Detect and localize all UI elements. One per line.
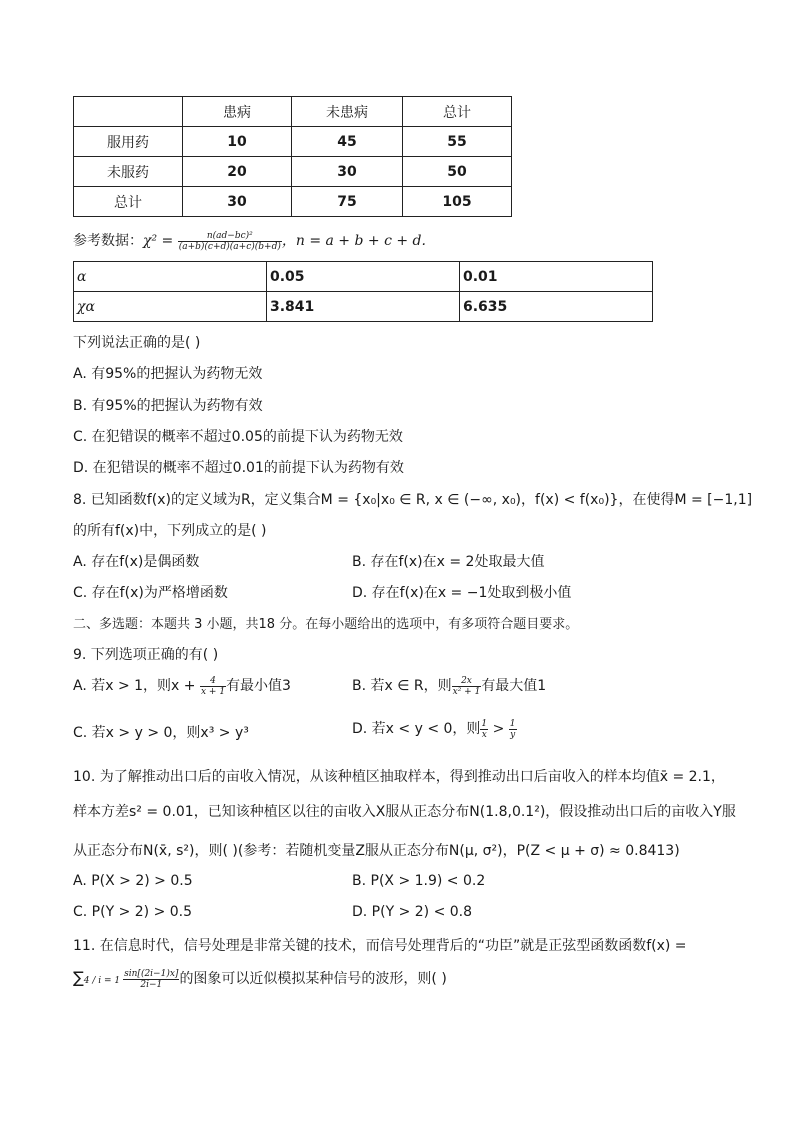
fraction bbox=[200, 676, 226, 697]
table-cell: 50 bbox=[403, 157, 512, 187]
question-10-line-1: 10. 为了解推动出口后的亩收入情况，从该种植区抽取样本，得到推动出口后亩收入的样本均值x̄ = 2.1， bbox=[73, 769, 725, 785]
table-header: 总计 bbox=[403, 97, 512, 127]
table-header: 患病 bbox=[183, 97, 292, 127]
option-text: D. 若x < y < 0，则 bbox=[352, 721, 481, 737]
question-8-line-1: 8. 已知函数f(x)的定义域为R，定义集合M = {x₀|x₀ ∈ R, x ∈ (−∞, x₀)，f(x) < f(x₀)}，在使得M = [−1,1] bbox=[73, 492, 753, 508]
table-row bbox=[74, 127, 512, 157]
question-10-line-2: 样本方差s² = 0.01，已知该种植区以往的亩收入X服从正态分布N(1.8,0.1²)，假设推动出口后的亩收入Y服 bbox=[73, 804, 736, 820]
fraction-denominator: x² + 1 bbox=[452, 686, 481, 697]
fraction-denominator: x bbox=[481, 729, 487, 740]
question-9-option-c: C. 若x > y > 0，则x³ > y³ bbox=[73, 725, 249, 741]
question-9-option-a bbox=[73, 675, 291, 697]
table-cell: 未服药 bbox=[74, 157, 183, 187]
table-cell: 105 bbox=[403, 187, 512, 217]
fraction-denominator: (a+b)(c+d)(a+c)(b+d) bbox=[178, 241, 281, 252]
table-cell: 55 bbox=[403, 127, 512, 157]
question-text: 的图象可以近似模拟某种信号的波形，则( ) bbox=[179, 971, 447, 987]
table-row bbox=[74, 262, 653, 292]
option-text: 有最大值1 bbox=[481, 678, 547, 694]
chi-square-lhs: χ² = bbox=[143, 233, 178, 249]
question-8-option-b: B. 存在f(x)在x = 2处取最大值 bbox=[352, 554, 545, 570]
fraction-numerator: n(ad−bc)² bbox=[178, 231, 282, 242]
table-row bbox=[74, 157, 512, 187]
critical-value-table bbox=[73, 261, 653, 322]
fraction bbox=[123, 969, 179, 990]
table-cell: 45 bbox=[292, 127, 403, 157]
option-text: A. 若x > 1，则x + bbox=[73, 678, 200, 694]
table-header-row bbox=[74, 97, 512, 127]
question-7-option-a: A. 有95%的把握认为药物无效 bbox=[73, 366, 263, 382]
option-text: 有最小值3 bbox=[226, 678, 291, 694]
question-8-line-2: 的所有f(x)中，下列成立的是( ) bbox=[73, 523, 267, 539]
fraction-numerator: 4 bbox=[200, 676, 226, 687]
fraction bbox=[509, 719, 517, 740]
question-7-prompt: 下列说法正确的是( ) bbox=[73, 335, 201, 351]
table-cell: 30 bbox=[292, 157, 403, 187]
contingency-table bbox=[73, 96, 512, 217]
question-8-option-d: D. 存在f(x)在x = −1处取到极小值 bbox=[352, 585, 572, 601]
fraction-denominator: x + 1 bbox=[200, 686, 226, 697]
table-cell: 0.05 bbox=[267, 262, 460, 292]
table-cell: 6.635 bbox=[460, 292, 653, 322]
question-9-option-b bbox=[352, 675, 546, 697]
option-text: B. 若x ∈ R，则 bbox=[352, 678, 452, 694]
section-heading: 二、多选题：本题共 3 小题，共18 分。在每小题给出的选项中，有多项符合题目要求。 bbox=[73, 617, 579, 632]
table-cell: 服用药 bbox=[74, 127, 183, 157]
fraction-denominator: 2i−1 bbox=[140, 979, 163, 990]
fraction-denominator: y bbox=[510, 729, 516, 740]
question-11-line-1: 11. 在信息时代，信号处理是非常关键的技术，而信号处理背后的“功臣”就是正弦型函数函数f(x) = bbox=[73, 938, 687, 954]
table-cell: 75 bbox=[292, 187, 403, 217]
comparison-sign: > bbox=[488, 721, 509, 737]
question-7-option-b: B. 有95%的把握认为药物有效 bbox=[73, 398, 263, 414]
fraction bbox=[452, 676, 482, 697]
question-10-option-b: B. P(X > 1.9) < 0.2 bbox=[352, 873, 486, 889]
table-cell: 0.01 bbox=[460, 262, 653, 292]
table-row bbox=[74, 292, 653, 322]
fraction bbox=[480, 719, 488, 740]
question-10-option-d: D. P(Y > 2) < 0.8 bbox=[352, 904, 473, 920]
table-header: 未患病 bbox=[292, 97, 403, 127]
question-7-option-d: D. 在犯错误的概率不超过0.01的前提下认为药物有效 bbox=[73, 460, 404, 476]
reference-label: 参考数据： bbox=[73, 233, 143, 249]
table-cell: χα bbox=[74, 292, 267, 322]
table-cell: 30 bbox=[183, 187, 292, 217]
table-row bbox=[74, 187, 512, 217]
n-formula: ，n = a + b + c + d. bbox=[281, 233, 426, 249]
fraction-numerator: 2x bbox=[452, 676, 482, 687]
reference-line bbox=[73, 230, 426, 252]
table-cell: 10 bbox=[183, 127, 292, 157]
fraction-numerator: 1 bbox=[509, 718, 516, 729]
table-cell: 3.841 bbox=[267, 292, 460, 322]
table-cell bbox=[74, 97, 183, 127]
question-8-option-c: C. 存在f(x)为严格增函数 bbox=[73, 585, 228, 601]
question-10-line-3: 从正态分布N(x̄, s²)，则( )(参考：若随机变量Z服从正态分布N(μ, σ²)，P(Z < μ + σ) ≈ 0.8413) bbox=[73, 843, 680, 859]
question-7-option-c: C. 在犯错误的概率不超过0.05的前提下认为药物无效 bbox=[73, 429, 403, 445]
table-cell: α bbox=[74, 262, 267, 292]
question-10-option-a: A. P(X > 2) > 0.5 bbox=[73, 873, 193, 889]
summation-symbol: ∑ bbox=[73, 968, 84, 987]
question-9-option-d bbox=[352, 718, 517, 740]
table-cell: 20 bbox=[183, 157, 292, 187]
fraction-numerator: 1 bbox=[481, 718, 488, 729]
chi-square-fraction bbox=[178, 231, 282, 252]
question-9-prompt: 9. 下列选项正确的有( ) bbox=[73, 647, 219, 663]
question-11-line-2 bbox=[73, 968, 447, 990]
table-cell: 总计 bbox=[74, 187, 183, 217]
question-8-option-a: A. 存在f(x)是偶函数 bbox=[73, 554, 200, 570]
summation-limits: 4 / i = 1 bbox=[83, 976, 121, 986]
question-10-option-c: C. P(Y > 2) > 0.5 bbox=[73, 904, 193, 920]
fraction-numerator: sin[(2i−1)x] bbox=[124, 968, 179, 979]
